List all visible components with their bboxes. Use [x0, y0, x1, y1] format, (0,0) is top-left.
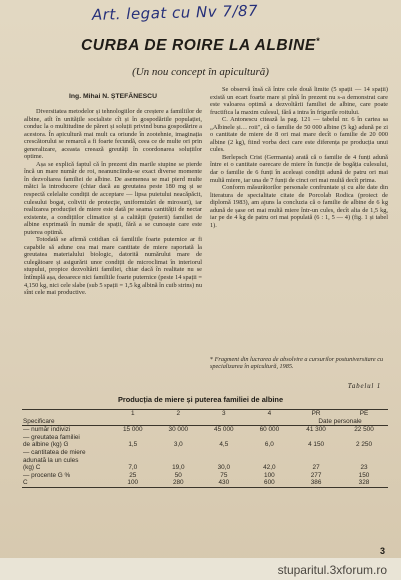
table-cell: 328 — [358, 479, 370, 487]
table-row — [22, 441, 388, 449]
table-cell: 41 300 — [306, 426, 326, 434]
table-cell: 4 150 — [308, 441, 325, 449]
row-label: (kg) C — [23, 464, 41, 472]
row-label: C — [23, 479, 28, 487]
left-paragraph: Totodată se afirmă cotidian că familiile foarte puternice ar fi capabile să adune cea mai mare cantitate de miere raportată la greutatea materialului biologic, datorită numărului mare de culegătoare și asigurării unor condiții de microclimat în interiorul stupului, propice dezvoltării familiei, chiar dacă în realitate nu se întîmplă așa, deoarece nici familiile foarte puternice (peste 14 spații = 4,150 kg, nici cele slabe (sub 5 spații = 1,5 kg albină în cuib strins) nu sînt cele mai productive. — [24, 236, 202, 297]
article-author: Ing. Mihai N. ȘTEFĂNESCU — [69, 93, 157, 100]
page-number: 3 — [379, 546, 385, 556]
table-cell — [110, 449, 156, 457]
table-label: Tabelul 1 — [347, 382, 381, 390]
header-specificare: Specificare — [23, 417, 55, 425]
table-row — [22, 464, 388, 472]
header-col: 1 — [130, 410, 135, 417]
table-cell — [340, 449, 388, 457]
table-cell: 1,5 — [128, 441, 138, 449]
row-label: — cantitatea de miere — [23, 448, 86, 456]
table-cell: 600 — [264, 479, 275, 487]
footnote — [210, 356, 388, 370]
table-cell — [201, 457, 247, 465]
table-cell: 25 — [129, 471, 137, 479]
table-cell: 386 — [310, 479, 322, 487]
table-row — [22, 434, 388, 442]
header-col: PR — [311, 410, 321, 417]
table-cell: 280 — [172, 479, 184, 487]
article-title — [0, 36, 401, 55]
footnote-mark: * — [210, 356, 214, 363]
table-cell: 30,0 — [217, 464, 231, 472]
table-cell: 6,0 — [264, 441, 274, 449]
table-cell — [247, 434, 293, 442]
table-cell — [292, 449, 340, 457]
table-cell: 42,0 — [263, 464, 276, 472]
article-title-text: CURBA DE ROIRE LA ALBINE — [81, 37, 316, 55]
table-row — [22, 426, 388, 434]
table-cell: 100 — [127, 479, 139, 487]
table-cell: 3,0 — [173, 441, 183, 449]
right-paragraph: Conform măsurătorilor personale confruntate și cu alte date din literatura de specialitate citate de Porcolab Rodica (proiect de diplomă 1983), am ajuns la concluzia că o familie de albine de 6 kg adună de șase ori mai multă miere într-un cules, decît alta de 1,5 kg, iar pe de 4 kg de patru ori mai populată (6 : 1, 5 — 4) (fig. 1 și tabel 1). — [210, 184, 388, 229]
handwritten-note: Art. legat cu Nv 7/87 — [91, 1, 259, 24]
table-row — [22, 449, 388, 457]
header-col: 3 — [222, 410, 226, 417]
table-cell: 22 500 — [354, 426, 374, 434]
header-col: 2 — [176, 410, 181, 417]
right-paragraph: Se observă însă că între cele două limite (5 spații — 14 spații) există un ecart foarte mare și pînă în prezent nu s-a demonstrat care este valoarea optimă a dezvoltării familiei de albine, care poate fructifica la maxim culesul, fără a intra în frigurile roitului. — [210, 86, 388, 116]
table-cell: 75 — [220, 471, 228, 479]
table-header-row — [22, 410, 388, 418]
table-cell — [340, 457, 388, 465]
data-table — [22, 409, 388, 488]
table-title: Producția de miere și puterea familiei de albine — [117, 395, 284, 404]
table-cell: 430 — [218, 479, 230, 487]
table-cell — [292, 434, 340, 442]
table-cell: 15 000 — [122, 426, 143, 434]
table-cell — [156, 457, 202, 465]
table-cell — [201, 449, 247, 457]
table-cell: 100 — [264, 471, 275, 479]
table-row — [22, 479, 388, 487]
table-cell: 19,0 — [172, 464, 185, 472]
row-label: — număr indivizi — [23, 426, 71, 434]
row-label: — procente G % — [23, 471, 71, 479]
table-cell: 30 000 — [168, 426, 189, 434]
table-cell — [110, 434, 156, 442]
row-label: adunată la un cules — [23, 456, 79, 464]
table-cell — [247, 449, 293, 457]
table-cell — [156, 434, 202, 442]
table-cell: 60 000 — [259, 426, 280, 434]
table-cell: 50 — [174, 471, 182, 479]
table-cell: 23 — [360, 464, 368, 472]
table-cell — [247, 457, 293, 465]
header-date-personale: Date personale — [318, 417, 362, 425]
left-paragraph: Diversitatea metodelor și tehnologiilor de creștere a familiilor de albine, atît în unitățile socialiste cît și în gospodăriile populației, conduc la o multitudine de păreri și soluții privind buna gospodărire a acestora. În apicultură mai mult ca oriunde în zootehnie, imaginația crescătorului se remarcă a fi foarte fecundă, ceea ce de multe ori prin generalizare, aceasta creează greutăți în coordonarea soluțiilor optime. — [24, 108, 202, 161]
right-paragraph: C. Antonescu citează la pag. 121 — tabelul nr. 6 în cartea sa „Albinele și… roii", că o familie de 50 000 albine (5 kg) adună pe zi o cantitate de miere de 8 ori mai mare decît o familie de 20 000 albine (2 kg), fiind vorba deci care este diferența pe producția unui cules. — [210, 116, 388, 154]
table-cell: 277 — [310, 471, 322, 479]
table-cell: 2 250 — [356, 441, 373, 449]
table-cell: 7,0 — [128, 464, 138, 472]
left-paragraph: Așa se explică faptul că în prezent din marile stupine se pierde încă un mare număr de roi, neanunciindu-se exact diverse momente în dezvoltarea familiei de albine. De asemenea se mai pierd multe mătci la introducere (chiar dacă au greutatea peste 180 mg și se respectă celelalte condiții de acceptare — lipsa puietului neacăpăcit, culesului bogat, coliviii de protecție, uniformizări de mirosuri), iar realizarea producției de miere este dată pe seama cantității de nectar existente, a condițiilor climatice și a calității (puterii) familiei de albine exprimată în număr de spații, fără a se cunoaște care este puterea optimă. — [24, 160, 202, 236]
table-cell: 27 — [312, 464, 320, 472]
footnote-text: Fragment din lucrarea de absolvire a cursurilor postuniversitare cu specializarea în apicultură, 1985. — [210, 356, 384, 371]
table-cell — [340, 434, 388, 442]
row-label: — greutatea familiei — [23, 433, 80, 441]
article-subtitle: (Un nou concept în apicultură) — [132, 66, 269, 78]
row-label: de albine (kg) G — [23, 441, 69, 449]
table-row — [22, 472, 388, 480]
header-col: PE — [359, 410, 369, 417]
table-cell — [156, 449, 202, 457]
title-footnote-mark: * — [315, 36, 320, 46]
table-row — [22, 457, 388, 465]
watermark-bar — [0, 558, 401, 580]
table-cell — [201, 434, 247, 442]
right-column — [210, 86, 388, 358]
table-cell: 150 — [358, 471, 370, 479]
right-paragraph: Berlepsch Crist (Germania) arată că o familie de 4 funți adună între ei o cantitate oarecare de miere în funcție de bogăția culesului, dar o familie de 6 funți în aceleași condiții adună de patru ori mai multă miere, iar una de 7 funți de cinci ori mai multă decît prima. — [210, 153, 388, 184]
left-column — [24, 108, 202, 390]
table-cell — [110, 457, 156, 465]
forum-watermark[interactable]: stuparitul.3xforum.ro — [277, 563, 387, 577]
header-col: 4 — [267, 410, 272, 417]
table-cell — [292, 457, 340, 465]
table-cell: 4,5 — [219, 441, 229, 449]
table-cell: 45 000 — [214, 426, 234, 434]
